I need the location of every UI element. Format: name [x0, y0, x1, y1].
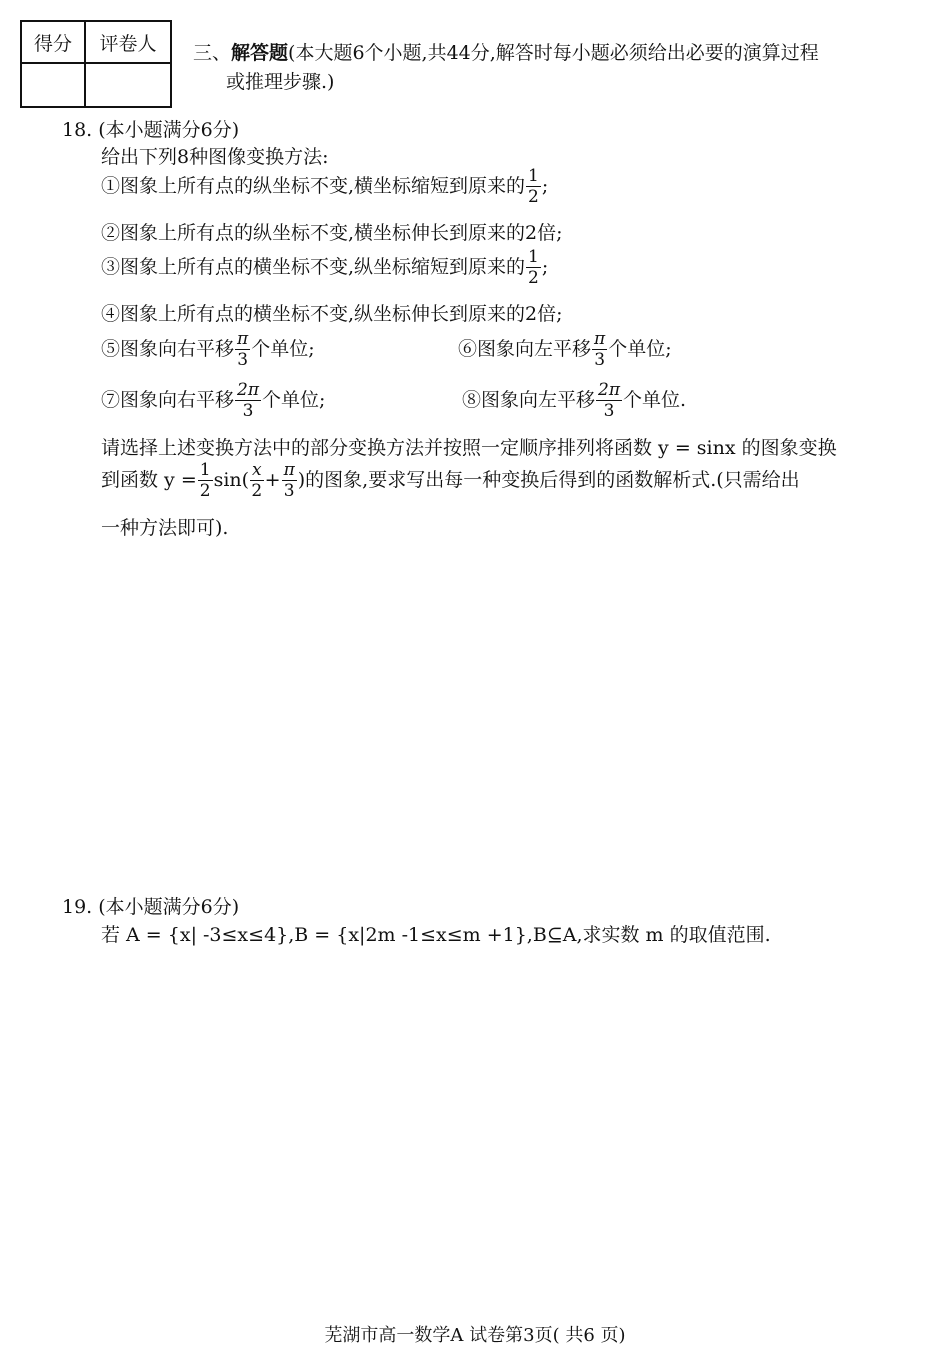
page-footer: 芜湖市高一数学A 试卷第3页( 共6 页) — [324, 1325, 626, 1346]
q19-points: (本小题满分6分) — [98, 896, 240, 918]
frac-den: 2 — [199, 481, 211, 501]
q18-task-line1: 请选择上述变换方法中的部分变换方法并按照一定顺序排列将函数 y = sinx 的图象变换 — [101, 437, 837, 459]
frac-den: 2 — [528, 187, 539, 207]
fraction-pi-over-3 — [282, 462, 297, 500]
q18-item1 — [101, 168, 548, 206]
q18-item6-post: 个单位; — [608, 338, 672, 360]
frac-num: π — [594, 329, 606, 349]
score-table — [20, 20, 172, 108]
q18-item3 — [101, 249, 548, 287]
section-desc-line2: 或推理步骤.) — [226, 71, 335, 93]
q18-number: 18. — [62, 119, 93, 141]
q18-item3-text: ③图象上所有点的横坐标不变,纵坐标缩短到原来的 — [101, 256, 526, 278]
q18-answer-area[interactable] — [100, 545, 920, 875]
fraction-pi-over-3 — [592, 331, 607, 369]
q18-task-line2-pre: 到函数 y = — [101, 469, 197, 491]
frac-num: π — [237, 329, 249, 349]
q18-item8 — [462, 382, 686, 420]
score-cell[interactable] — [21, 63, 85, 107]
grader-cell[interactable] — [85, 63, 171, 107]
q18-item8-post: 个单位. — [623, 389, 687, 411]
semicolon: ; — [541, 256, 549, 278]
q18-item6-pre: ⑥图象向左平移 — [458, 338, 592, 360]
frac-den: 3 — [603, 401, 615, 421]
sin-text: sin( — [213, 469, 250, 491]
frac-den: 3 — [242, 401, 254, 421]
section-prefix: 三、 — [193, 42, 232, 64]
q18-points: (本小题满分6分) — [98, 119, 240, 141]
q19-number: 19. — [62, 896, 93, 918]
frac-num: π — [283, 460, 295, 480]
q18-item8-pre: ⑧图象向左平移 — [462, 389, 596, 411]
q18-task-line3: 一种方法即可). — [101, 517, 229, 539]
semicolon: ; — [541, 175, 549, 197]
fraction-one-half — [198, 462, 213, 500]
frac-num: x — [252, 460, 262, 480]
q18-item5 — [101, 331, 315, 369]
q19-answer-area[interactable] — [100, 955, 920, 1295]
q18-item6 — [458, 331, 672, 369]
q18-item7 — [101, 382, 325, 420]
section-title: 解答题 — [231, 42, 289, 64]
frac-num: 2π — [237, 380, 260, 400]
frac-den: 2 — [528, 268, 539, 288]
q18-item7-pre: ⑦图象向右平移 — [101, 389, 235, 411]
frac-num: 1 — [528, 247, 539, 267]
fraction-pi-over-3 — [235, 331, 250, 369]
section-desc-line1: (本大题6个小题,共44分,解答时每小题必须给出必要的演算过程 — [288, 42, 819, 64]
frac-den: 2 — [251, 481, 263, 501]
score-header: 得分 — [21, 21, 85, 63]
q18-intro: 给出下列8种图像变换方法: — [101, 146, 329, 168]
frac-den: 3 — [283, 481, 295, 501]
fraction-2pi-over-3 — [235, 382, 261, 420]
frac-num: 1 — [528, 166, 539, 186]
q19-heading — [62, 892, 239, 919]
fraction-x-over-2 — [250, 462, 264, 500]
fraction-one-half — [526, 249, 541, 287]
fraction-one-half — [526, 168, 541, 206]
fraction-2pi-over-3 — [596, 382, 622, 420]
grader-header: 评卷人 — [85, 21, 171, 63]
q18-item1-text: ①图象上所有点的纵坐标不变,横坐标缩短到原来的 — [101, 175, 526, 197]
q18-task-line2 — [101, 462, 800, 500]
frac-den: 3 — [237, 350, 249, 370]
q18-item5-pre: ⑤图象向右平移 — [101, 338, 235, 360]
frac-num: 2π — [598, 380, 621, 400]
q18-item4: ④图象上所有点的横坐标不变,纵坐标伸长到原来的2倍; — [101, 303, 563, 325]
q18-item2: ②图象上所有点的纵坐标不变,横坐标伸长到原来的2倍; — [101, 222, 563, 244]
q18-task-line2-post: )的图象,要求写出每一种变换后得到的函数解析式.(只需给出 — [297, 469, 800, 491]
section-header — [193, 38, 819, 65]
q18-heading — [62, 115, 239, 142]
q19-text: 若 A = {x| -3≤x≤4},B = {x|2m -1≤x≤m +1},B⊆A,求实数 m 的取值范围. — [101, 924, 771, 946]
frac-den: 3 — [594, 350, 606, 370]
plus-sign: + — [264, 469, 281, 491]
frac-num: 1 — [199, 460, 211, 480]
q18-item5-post: 个单位; — [251, 338, 315, 360]
q18-item7-post: 个单位; — [262, 389, 326, 411]
